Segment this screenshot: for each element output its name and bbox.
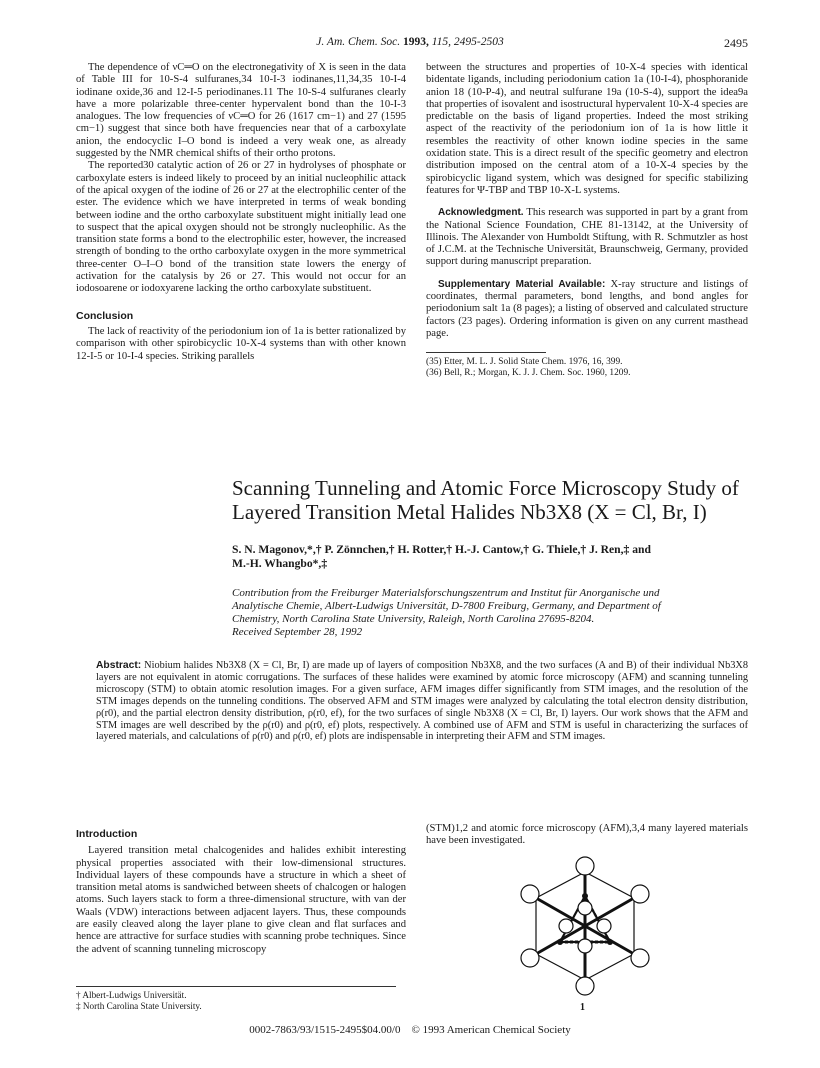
- acknowledgment-label: Acknowledgment.: [438, 207, 524, 219]
- right-paragraph-1: between the structures and properties of 10-X-4 species with identical bidentate ligands, including periodonium cation 1a (10-I-4), phosphoranide anion 18 (10-P-4), and neutral sulfurane 19a (10-S-4), support the idea9a that properties of isovalent and isostructural hypervalent 10-X-4 species are predictable on the basis of ligand properties. Indeed the most striking aspect of the reactivity of the periodonium ion of 1a is how little it resembles the reactivity of other known iodine species in the same oxidation state. This is a direct result of the specific geometry and electron distribution imposed on the central atom of a 10-X-4 species by the spirobicyclic ligand system, which was designed for specific stabilizing features for Ψ-TBP and TBP 10-X-L systems.: [426, 62, 748, 196]
- journal-year: 1993,: [402, 36, 429, 48]
- references-rule: [426, 352, 546, 353]
- page-footer: [0, 1024, 820, 1036]
- footnote-1: † Albert-Ludwigs Universität.: [76, 990, 187, 1000]
- conclusion-heading: Conclusion: [76, 309, 134, 322]
- page-number: 2495: [724, 36, 748, 50]
- article-title-line-2: Layered Transition Metal Halides Nb3X8 (X = Cl, Br, I): [232, 500, 707, 524]
- conclusion-paragraph: The lack of reactivity of the periodonium ion of 1a is better rationalized by comparison with other spirobicyclic 10-X-4 systems than with other known 12-I-5 or 10-I-4 species. Striking parallels: [76, 325, 406, 362]
- acknowledgment-paragraph: [426, 207, 748, 268]
- references: [426, 357, 748, 379]
- abstract: [96, 660, 748, 743]
- article-title-line-1: Scanning Tunneling and Atomic Force Microscopy Study of: [232, 476, 739, 500]
- affiliation-line-1: Contribution from the Freiburger Materialsforschungszentrum and Institut für Anorganische und: [232, 587, 660, 599]
- authors-line-1: S. N. Magonov,*,† P. Zönnchen,† H. Rotter,† H.-J. Cantow,† G. Thiele,† J. Ren,‡ and: [232, 543, 651, 556]
- acknowledgment-text: This research was supported in part by a grant from the National Science Foundation, CHE 81-13142, at the University of Illinois. The Alexander von Humboldt Stiftung, with R. Schmutzler as host of J.C.M. at the Technische Universität, Braunschweig, Germany, provided support during manuscript preparation.: [426, 207, 748, 268]
- authors-line-2: M.-H. Whangbo*,‡: [232, 557, 328, 570]
- abstract-label: Abstract:: [96, 660, 142, 671]
- introduction-continued: [426, 823, 748, 848]
- journal-volume: 115,: [431, 36, 451, 48]
- received-date: Received September 28, 1992: [232, 626, 363, 638]
- introduction-paragraph: Layered transition metal chalcogenides and halides exhibit interesting physical properties associated with their low-dimensional structures. Individual layers of these compounds have a structure in which a sheet of transition metal atoms is sandwiched between sheets of chalcogen or halogen atoms. Such layers stack to form a three-dimensional structure, with van der Waals (VDW) interactions between adjacent layers. Thus, these compounds are easily cleaved along the layer plane to give clean and flat surfaces and hence are attractive for surface studies with scanning probe techniques. Since the advent of scanning tunneling microscopy: [76, 845, 406, 955]
- affiliation-line-2: Analytische Chemie, Albert-Ludwigs Universität, D-7800 Freiburg, Germany, and Department of: [232, 600, 661, 612]
- structure-figure: [510, 852, 660, 1000]
- left-paragraph-2: The reported30 catalytic action of 26 or 27 in hydrolyses of phosphate or carboxylate esters is indeed likely to proceed by an initial nucleophilic attack of the apical oxygen of the iodine of 26 or 27 at the electrophilic center of the ester. The evidence which we have interpreted in terms of weak bonding between iodine and the ortho carboxylate substituent might initially lead one to suspect that the apical oxygen should not be strongly nucleophilic. As the transition state forms a bond to the electrophilic ester, however, the increased strength of bonding to the ortho carboxylate oxygen in the more symmetrical three-center O–I–O bond of the transition state lowers the energy of activation for the catalysis by 26 or 27. This would not occur for an iodosoarene or iodoxyarene lacking the ortho carboxylate substituent.: [76, 160, 406, 295]
- footnote-rule: [76, 986, 396, 987]
- left-column: [76, 62, 406, 363]
- supplementary-label: Supplementary Material Available:: [438, 278, 606, 290]
- affiliation-line-3: Chemistry, North Carolina State University, Raleigh, North Carolina 27695-8204.: [232, 613, 595, 625]
- supplementary-text: X-ray structure and listings of coordinates, thermal parameters, bond lengths, and bond angles for periodonium salt 1a (8 pages); a listing of observed and calculated structure factors (23 pages). Ordering information is given on any current masthead page.: [426, 278, 748, 339]
- affiliation: [232, 587, 752, 639]
- article-title: [232, 476, 752, 524]
- authors: [232, 543, 752, 571]
- left-paragraph-1: The dependence of νC═O on the electronegativity of X is seen in the data of Table III for 10-S-4 sulfuranes,34 10-I-3 iodinanes,11,34,35 10-I-4 iodinane oxide,36 and 12-I-5 periodinanes.11 The 10-S-4 sulfuranes clearly have a more polarizable three-center hypervalent bond than the 10-I-3 analogues. The low frequencies of νC═O for 26 (1617 cm−1) and 27 (1595 cm−1) suggest that since both have frequencies near that of a carboxylate anion, the endocyclic I–O bond is indeed a very weak one, as already suggested by the NMR chemical shifts of their ortho protons.: [76, 62, 406, 160]
- introduction-column: [76, 828, 406, 956]
- reference-35: (35) Etter, M. L. J. Solid State Chem. 1976, 16, 399.: [426, 357, 623, 368]
- figure-label: 1: [580, 1002, 585, 1013]
- abstract-text: Niobium halides Nb3X8 (X = Cl, Br, I) are made up of layers of composition Nb3X8, and the two surfaces (A and B) of their individual Nb3X8 layers are not equivalent in atomic corrugations. The surfaces of these halides were examined by atomic force microscopy (AFM) and scanning tunneling microscopy (STM) to obtain atomic resolution images. For a given surface, AFM images differ significantly from STM images, and the resolution of the STM images depends on the tunneling conditions. The observed AFM and STM images were analyzed by calculating the total electron density distribution, ρ(r0), and the partial electron density distribution, ρ(r0, ef), for the two surfaces of single Nb3X8 (X = Cl, Br, I) layers. Our work shows that the AFM and STM images are well described by the ρ(r0) and ρ(r0, ef) plots, respectively. A combined use of AFM and STM is useful in characterizing the surfaces of layered materials, and calculations of ρ(r0) and ρ(r0, ef) plots are indispensable in interpreting their AFM and STM images.: [96, 660, 748, 743]
- reference-36: (36) Bell, R.; Morgan, K. J. J. Chem. Soc. 1960, 1209.: [426, 368, 631, 379]
- footnotes: [76, 990, 406, 1011]
- footnote-2: ‡ North Carolina State University.: [76, 1000, 202, 1011]
- footer-copyright: © 1993 American Chemical Society: [411, 1024, 571, 1036]
- supplementary-paragraph: [426, 279, 748, 340]
- introduction-continued-text: (STM)1,2 and atomic force microscopy (AFM),3,4 many layered materials have been investigated.: [426, 823, 748, 847]
- journal-name: J. Am. Chem. Soc.: [316, 36, 401, 48]
- footer-code: 0002-7863/93/1515-2495$04.00/0: [249, 1024, 401, 1036]
- running-head: [0, 36, 820, 48]
- right-column: [426, 62, 748, 379]
- introduction-heading: Introduction: [76, 828, 138, 840]
- journal-pages: 2495-2503: [453, 36, 504, 48]
